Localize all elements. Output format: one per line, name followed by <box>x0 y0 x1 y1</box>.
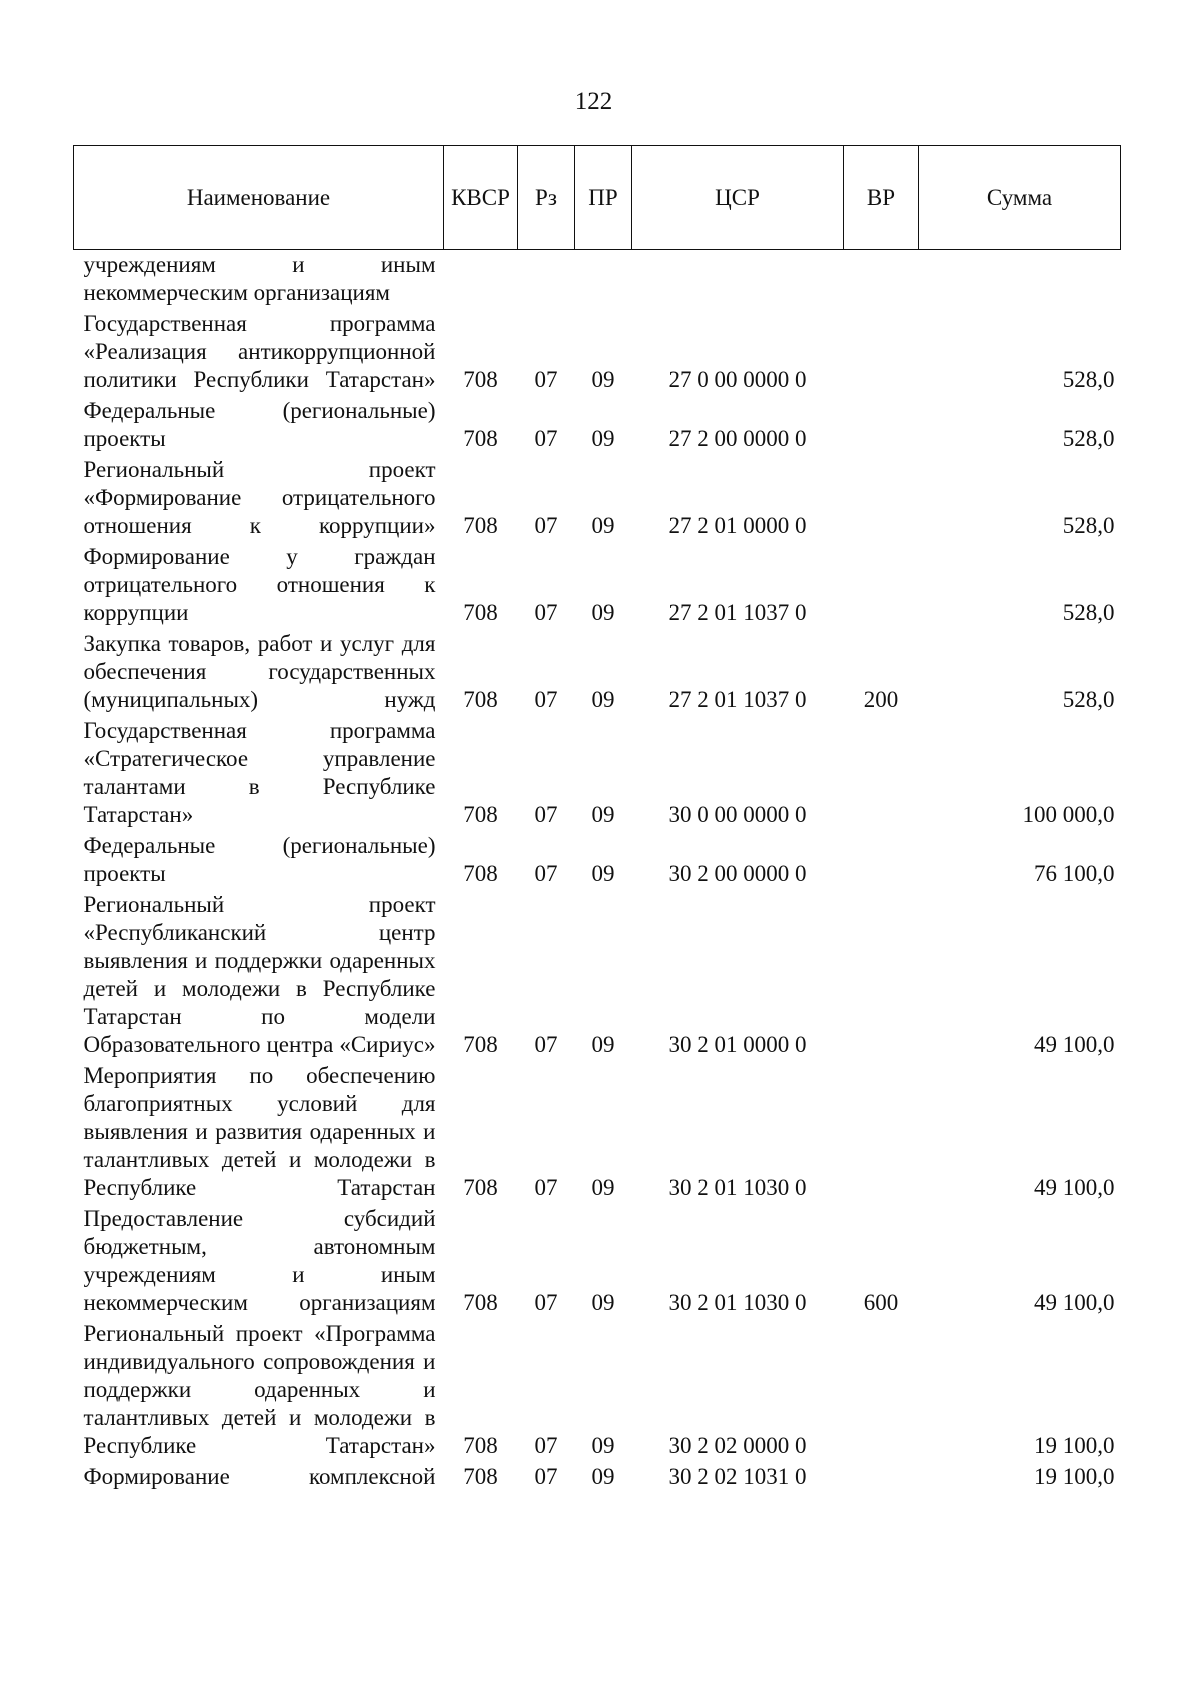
cell-csr: 27 2 01 1037 0 <box>668 687 807 712</box>
cell-csr <box>632 250 844 310</box>
cell-csr: 30 2 02 0000 0 <box>668 1433 807 1458</box>
cell-vr <box>844 250 919 310</box>
cell-kvsr <box>444 250 518 310</box>
cell-csr: 30 0 00 0000 0 <box>668 802 807 827</box>
cell-rz: 07 <box>534 513 558 538</box>
table-row <box>74 1319 1121 1462</box>
cell-pr: 09 <box>591 861 615 886</box>
table-header-row <box>74 146 1121 250</box>
cell-name: Предоставление субсидий бюджетным, автономным учреждениям и иным некоммерческим организациям <box>83 1206 436 1315</box>
cell-sum: 528,0 <box>1062 367 1115 392</box>
cell-pr: 09 <box>591 513 615 538</box>
cell-rz: 07 <box>534 802 558 827</box>
cell-sum: 100 000,0 <box>1022 802 1115 827</box>
header-rz: Рз <box>518 146 575 250</box>
cell-csr: 27 2 01 1037 0 <box>668 600 807 625</box>
cell-vr <box>844 309 919 396</box>
cell-sum: 528,0 <box>1062 426 1115 451</box>
cell-rz: 07 <box>534 1464 558 1489</box>
cell-vr: 600 <box>863 1290 899 1315</box>
cell-pr: 09 <box>591 687 615 712</box>
cell-sum: 528,0 <box>1062 600 1115 625</box>
cell-kvsr: 708 <box>463 861 498 886</box>
cell-vr <box>844 396 919 455</box>
page-number: 122 <box>574 88 613 115</box>
table-row <box>74 455 1121 542</box>
cell-rz: 07 <box>534 1433 558 1458</box>
cell-pr <box>575 250 632 310</box>
cell-csr: 30 2 02 1031 0 <box>668 1464 807 1489</box>
header-sum: Сумма <box>919 146 1121 250</box>
table-row <box>74 542 1121 629</box>
cell-sum: 528,0 <box>1062 513 1115 538</box>
cell-kvsr: 708 <box>463 687 498 712</box>
cell-vr <box>844 831 919 890</box>
table-row <box>74 716 1121 831</box>
budget-table <box>73 145 1121 1493</box>
cell-name: Государственная программа «Стратегическое управление талантами в Республике Татарстан» <box>83 718 436 827</box>
cell-csr: 27 0 00 0000 0 <box>668 367 807 392</box>
cell-name: Региональный проект «Республиканский центр выявления и поддержки одаренных детей и молодежи в Республике Татарстан по модели Образовательного центра «Сириус» <box>83 892 436 1057</box>
cell-name: учреждениям и иным некоммерческим организациям <box>83 252 436 305</box>
table-row <box>74 396 1121 455</box>
cell-kvsr: 708 <box>463 802 498 827</box>
cell-pr: 09 <box>591 802 615 827</box>
table-row <box>74 250 1121 310</box>
cell-csr: 30 2 01 1030 0 <box>668 1290 807 1315</box>
cell-kvsr: 708 <box>463 1032 498 1057</box>
table-row <box>74 831 1121 890</box>
cell-vr: 200 <box>863 687 899 712</box>
cell-name: Закупка товаров, работ и услуг для обеспечения государственных (муниципальных) нужд <box>83 631 436 712</box>
table-row <box>74 629 1121 716</box>
cell-rz: 07 <box>534 426 558 451</box>
table-row <box>74 1204 1121 1319</box>
cell-rz: 07 <box>534 367 558 392</box>
table-row <box>74 1061 1121 1204</box>
cell-csr: 30 2 00 0000 0 <box>668 861 807 886</box>
header-vr: ВР <box>844 146 919 250</box>
header-pr: ПР <box>575 146 632 250</box>
cell-sum: 528,0 <box>1062 687 1115 712</box>
cell-pr: 09 <box>591 426 615 451</box>
cell-name: Региональный проект «Формирование отрицательного отношения к коррупции» <box>83 457 436 538</box>
cell-name: Федеральные (региональные) проекты <box>83 833 436 886</box>
cell-rz <box>518 250 575 310</box>
cell-csr: 27 2 00 0000 0 <box>668 426 807 451</box>
cell-sum: 49 100,0 <box>1034 1290 1115 1315</box>
cell-pr: 09 <box>591 1464 615 1489</box>
cell-pr: 09 <box>591 1433 615 1458</box>
cell-kvsr: 708 <box>463 1464 498 1489</box>
cell-pr: 09 <box>591 367 615 392</box>
cell-pr: 09 <box>591 600 615 625</box>
cell-name: Федеральные (региональные) проекты <box>83 398 436 451</box>
table-body <box>74 250 1121 1494</box>
cell-pr: 09 <box>591 1175 615 1200</box>
cell-rz: 07 <box>534 1032 558 1057</box>
cell-kvsr: 708 <box>463 426 498 451</box>
cell-rz: 07 <box>534 687 558 712</box>
cell-kvsr: 708 <box>463 513 498 538</box>
cell-sum: 49 100,0 <box>1034 1032 1115 1057</box>
cell-kvsr: 708 <box>463 1175 498 1200</box>
cell-vr <box>844 890 919 1061</box>
header-name: Наименование <box>74 146 444 250</box>
cell-vr <box>844 455 919 542</box>
cell-sum: 19 100,0 <box>1034 1464 1115 1489</box>
cell-name: Формирование комплексной <box>83 1464 436 1489</box>
cell-kvsr: 708 <box>463 1290 498 1315</box>
cell-csr: 30 2 01 0000 0 <box>668 1032 807 1057</box>
cell-sum <box>919 250 1121 310</box>
cell-vr <box>844 716 919 831</box>
cell-vr <box>844 1319 919 1462</box>
cell-rz: 07 <box>534 1290 558 1315</box>
cell-pr: 09 <box>591 1290 615 1315</box>
table-row <box>74 309 1121 396</box>
cell-rz: 07 <box>534 1175 558 1200</box>
cell-kvsr: 708 <box>463 1433 498 1458</box>
cell-kvsr: 708 <box>463 600 498 625</box>
cell-sum: 49 100,0 <box>1034 1175 1115 1200</box>
cell-name: Региональный проект «Программа индивидуального сопровождения и поддержки одаренных и талантливых детей и молодежи в Республике Татарстан» <box>83 1321 436 1458</box>
table-row <box>74 1462 1121 1493</box>
cell-pr: 09 <box>591 1032 615 1057</box>
header-kvsr: КВСР <box>444 146 518 250</box>
cell-vr <box>844 1462 919 1493</box>
cell-name: Формирование у граждан отрицательного отношения к коррупции <box>83 544 436 625</box>
cell-rz: 07 <box>534 600 558 625</box>
cell-vr <box>844 542 919 629</box>
cell-kvsr: 708 <box>463 367 498 392</box>
table-row <box>74 890 1121 1061</box>
cell-csr: 27 2 01 0000 0 <box>668 513 807 538</box>
cell-sum: 19 100,0 <box>1034 1433 1115 1458</box>
cell-sum: 76 100,0 <box>1034 861 1115 886</box>
cell-rz: 07 <box>534 861 558 886</box>
cell-name: Мероприятия по обеспечению благоприятных условий для выявления и развития одаренных и талантливых детей и молодежи в Республике Татарстан <box>83 1063 436 1200</box>
cell-vr <box>844 1061 919 1204</box>
header-csr: ЦСР <box>632 146 844 250</box>
cell-name: Государственная программа «Реализация антикоррупционной политики Республики Татарстан» <box>83 311 436 392</box>
cell-csr: 30 2 01 1030 0 <box>668 1175 807 1200</box>
